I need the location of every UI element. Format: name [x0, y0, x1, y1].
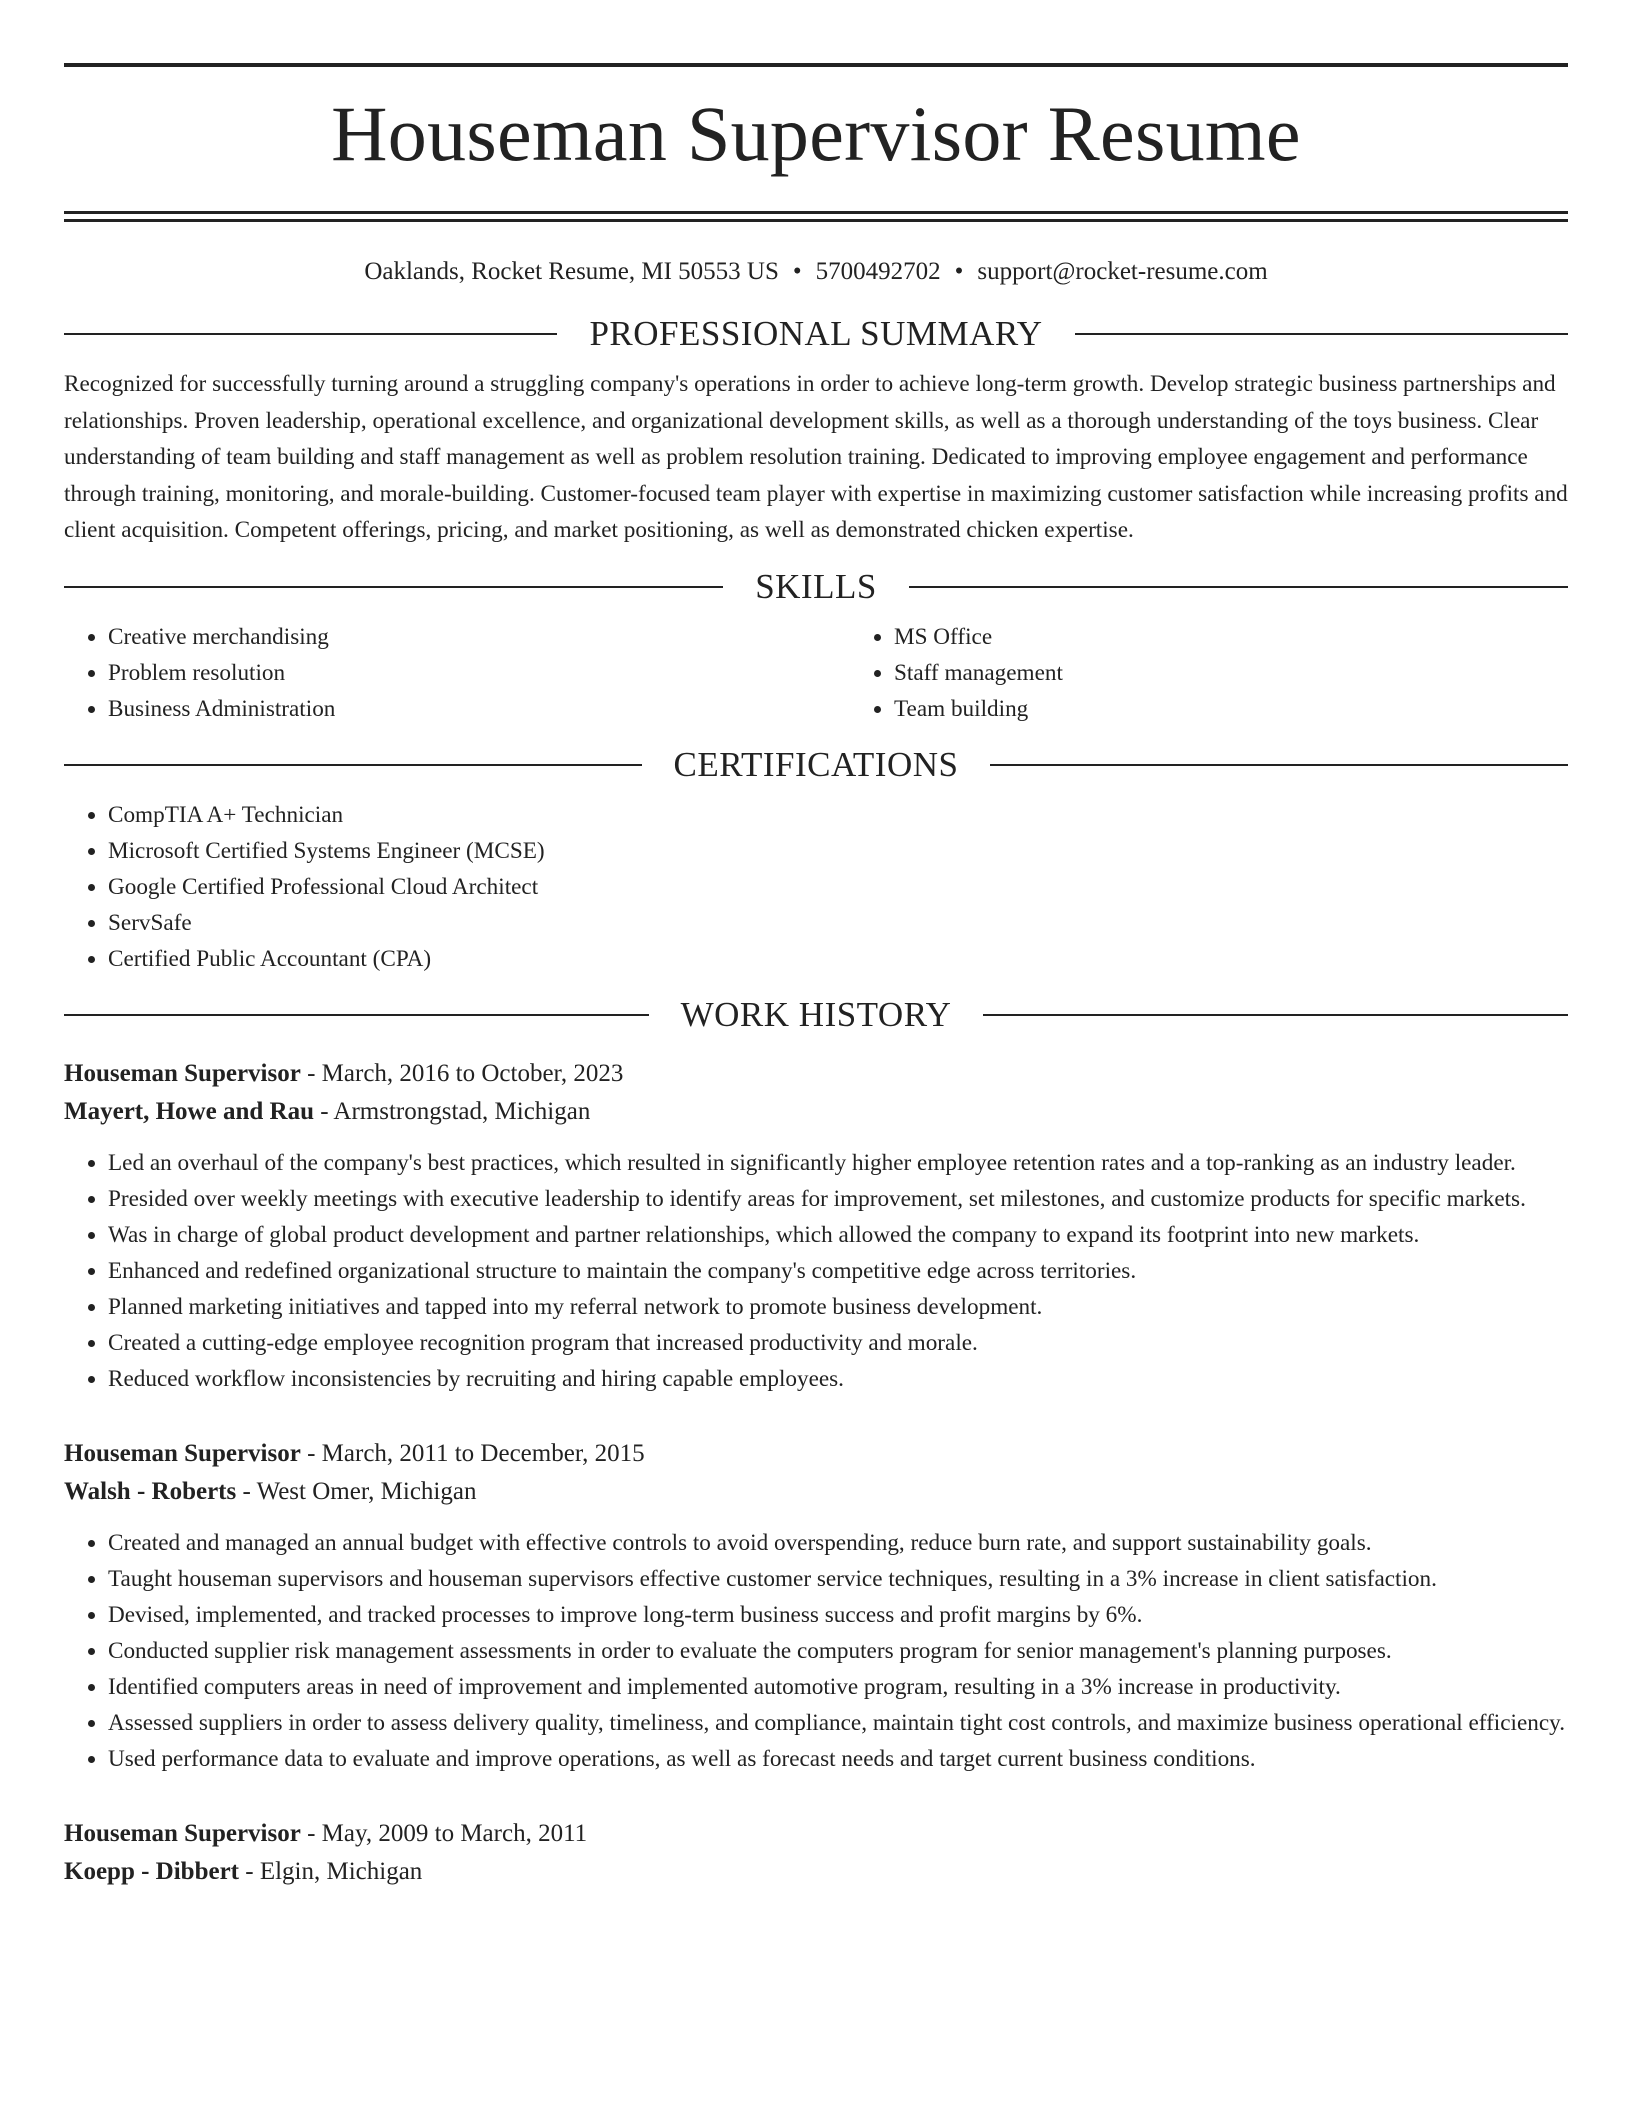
- job-bullet: • Presided over weekly meetings with executive leadership to identify areas for improvement, set milestones, and customize products for specific markets.: [108, 1181, 1568, 1217]
- heading-rule: [1075, 333, 1568, 335]
- job-entry: [64, 1815, 1568, 1891]
- certification-item: • Google Certified Professional Cloud Architect: [108, 869, 1568, 905]
- skills-column-left: [64, 619, 850, 727]
- job-location: - West Omer, Michigan: [236, 1477, 477, 1505]
- skills-heading: [64, 565, 1568, 609]
- job-bullet: • Led an overhaul of the company's best practices, which resulted in significantly higher employee retention rates and a top-ranking as an industry leader.: [108, 1145, 1568, 1181]
- job-entry: [64, 1435, 1568, 1777]
- job-title-line: [64, 1815, 1568, 1853]
- job-dates: - March, 2016 to October, 2023: [300, 1059, 624, 1087]
- job-company-line: [64, 1853, 1568, 1891]
- contact-address: Oaklands, Rocket Resume, MI 50553 US: [364, 258, 779, 285]
- skills-column-right: [850, 619, 1632, 727]
- heading-rule: [64, 1014, 649, 1016]
- job-dates: - May, 2009 to March, 2011: [300, 1819, 588, 1847]
- job-bullet: • Identified computers areas in need of improvement and implemented automotive program, resulting in a 3% increase in productivity.: [108, 1669, 1568, 1705]
- summary-heading-label: PROFESSIONAL SUMMARY: [589, 314, 1043, 353]
- heading-rule: [64, 586, 723, 588]
- contact-phone: 5700492702: [815, 258, 941, 285]
- top-rule: [64, 63, 1568, 67]
- job-bullet: • Taught houseman supervisors and houseman supervisors effective customer service techniques, resulting in a 3% increase in client satisfaction.: [108, 1561, 1568, 1597]
- heading-rule: [64, 333, 557, 335]
- job-bullet: • Planned marketing initiatives and tapped into my referral network to promote business development.: [108, 1289, 1568, 1325]
- heading-rule: [64, 764, 642, 766]
- job-entry: [64, 1055, 1568, 1397]
- heading-rule: [909, 586, 1568, 588]
- job-title-line: [64, 1055, 1568, 1093]
- heading-rule: [990, 764, 1568, 766]
- job-bullet: • Reduced workflow inconsistencies by recruiting and hiring capable employees.: [108, 1361, 1568, 1397]
- job-bullet: • Was in charge of global product development and partner relationships, which allowed the company to expand its footprint into new markets.: [108, 1217, 1568, 1253]
- job-dates: - March, 2011 to December, 2015: [300, 1439, 645, 1467]
- job-bullet: • Created a cutting-edge employee recognition program that increased productivity and morale.: [108, 1325, 1568, 1361]
- job-bullet: • Created and managed an annual budget with effective controls to avoid overspending, reduce burn rate, and support sustainability goals.: [108, 1525, 1568, 1561]
- contact-email: support@rocket-resume.com: [977, 258, 1268, 285]
- job-company-line: [64, 1093, 1568, 1131]
- job-bullet: • Used performance data to evaluate and improve operations, as well as forecast needs and target current business conditions.: [108, 1741, 1568, 1777]
- certification-item: • CompTIA A+ Technician: [108, 797, 1568, 833]
- contact-separator: •: [792, 258, 802, 285]
- certification-item: • Microsoft Certified Systems Engineer (MCSE): [108, 833, 1568, 869]
- certifications-heading: [64, 743, 1568, 787]
- summary-heading: [64, 312, 1568, 356]
- job-title: Houseman Supervisor: [64, 1439, 301, 1467]
- work-history-heading-label: WORK HISTORY: [680, 994, 952, 1034]
- job-company-line: [64, 1473, 1568, 1511]
- skill-item: • Business Administration: [108, 691, 850, 727]
- job-location: - Elgin, Michigan: [239, 1857, 423, 1885]
- skill-item: • Creative merchandising: [108, 619, 850, 655]
- title-double-rule: [64, 211, 1568, 222]
- skill-item: • Team building: [894, 691, 1632, 727]
- contact-separator: •: [954, 258, 964, 285]
- summary-text: Recognized for successfully turning around a struggling company's operations in order to achieve long-term growth. Develop strategic business partnerships and relationships. Proven leadership, operational excellence, and organizational development skills, as well as a thorough understanding of the toys business. Clear understanding of team building and staff management as well as problem resolution training. Dedicated to improving employee engagement and performance through training, monitoring, and morale-building. Customer-focused team player with expertise in maximizing customer satisfaction while increasing profits and client acquisition. Competent offerings, pricing, and market positioning, as well as demonstrated chicken expertise.: [64, 371, 1568, 543]
- job-company: Koepp - Dibbert: [64, 1857, 239, 1885]
- job-bullet: • Devised, implemented, and tracked processes to improve long-term business success and profit margins by 6%.: [108, 1597, 1568, 1633]
- job-company: Mayert, Howe and Rau: [64, 1097, 314, 1125]
- job-title-line: [64, 1435, 1568, 1473]
- skills-list: [64, 619, 1568, 727]
- job-bullet: • Assessed suppliers in order to assess delivery quality, timeliness, and compliance, maintain tight cost controls, and maximize business operational efficiency.: [108, 1705, 1568, 1741]
- job-title: Houseman Supervisor: [64, 1819, 301, 1847]
- certifications-heading-label: CERTIFICATIONS: [673, 744, 959, 784]
- certification-item: • Certified Public Accountant (CPA): [108, 941, 1568, 977]
- job-bullet: • Conducted supplier risk management assessments in order to evaluate the computers program for senior management's planning purposes.: [108, 1633, 1568, 1669]
- job-bullets: [64, 1145, 1568, 1397]
- work-history-heading: [64, 993, 1568, 1037]
- certifications-list: [64, 797, 1568, 977]
- job-title: Houseman Supervisor: [64, 1059, 301, 1087]
- job-bullet: • Enhanced and redefined organizational structure to maintain the company's competitive edge across territories.: [108, 1253, 1568, 1289]
- job-location: - Armstrongstad, Michigan: [313, 1097, 591, 1125]
- skill-item: • Staff management: [894, 655, 1632, 691]
- resume-page: [64, 0, 1568, 1891]
- resume-title: Houseman Supervisor Resume: [331, 90, 1301, 177]
- skill-item: • Problem resolution: [108, 655, 850, 691]
- skill-item: • MS Office: [894, 619, 1632, 655]
- certification-item: • ServSafe: [108, 905, 1568, 941]
- contact-line: [64, 256, 1568, 288]
- skills-heading-label: SKILLS: [755, 566, 877, 606]
- job-bullets: [64, 1525, 1568, 1777]
- heading-rule: [983, 1014, 1568, 1016]
- job-company: Walsh - Roberts: [64, 1477, 237, 1505]
